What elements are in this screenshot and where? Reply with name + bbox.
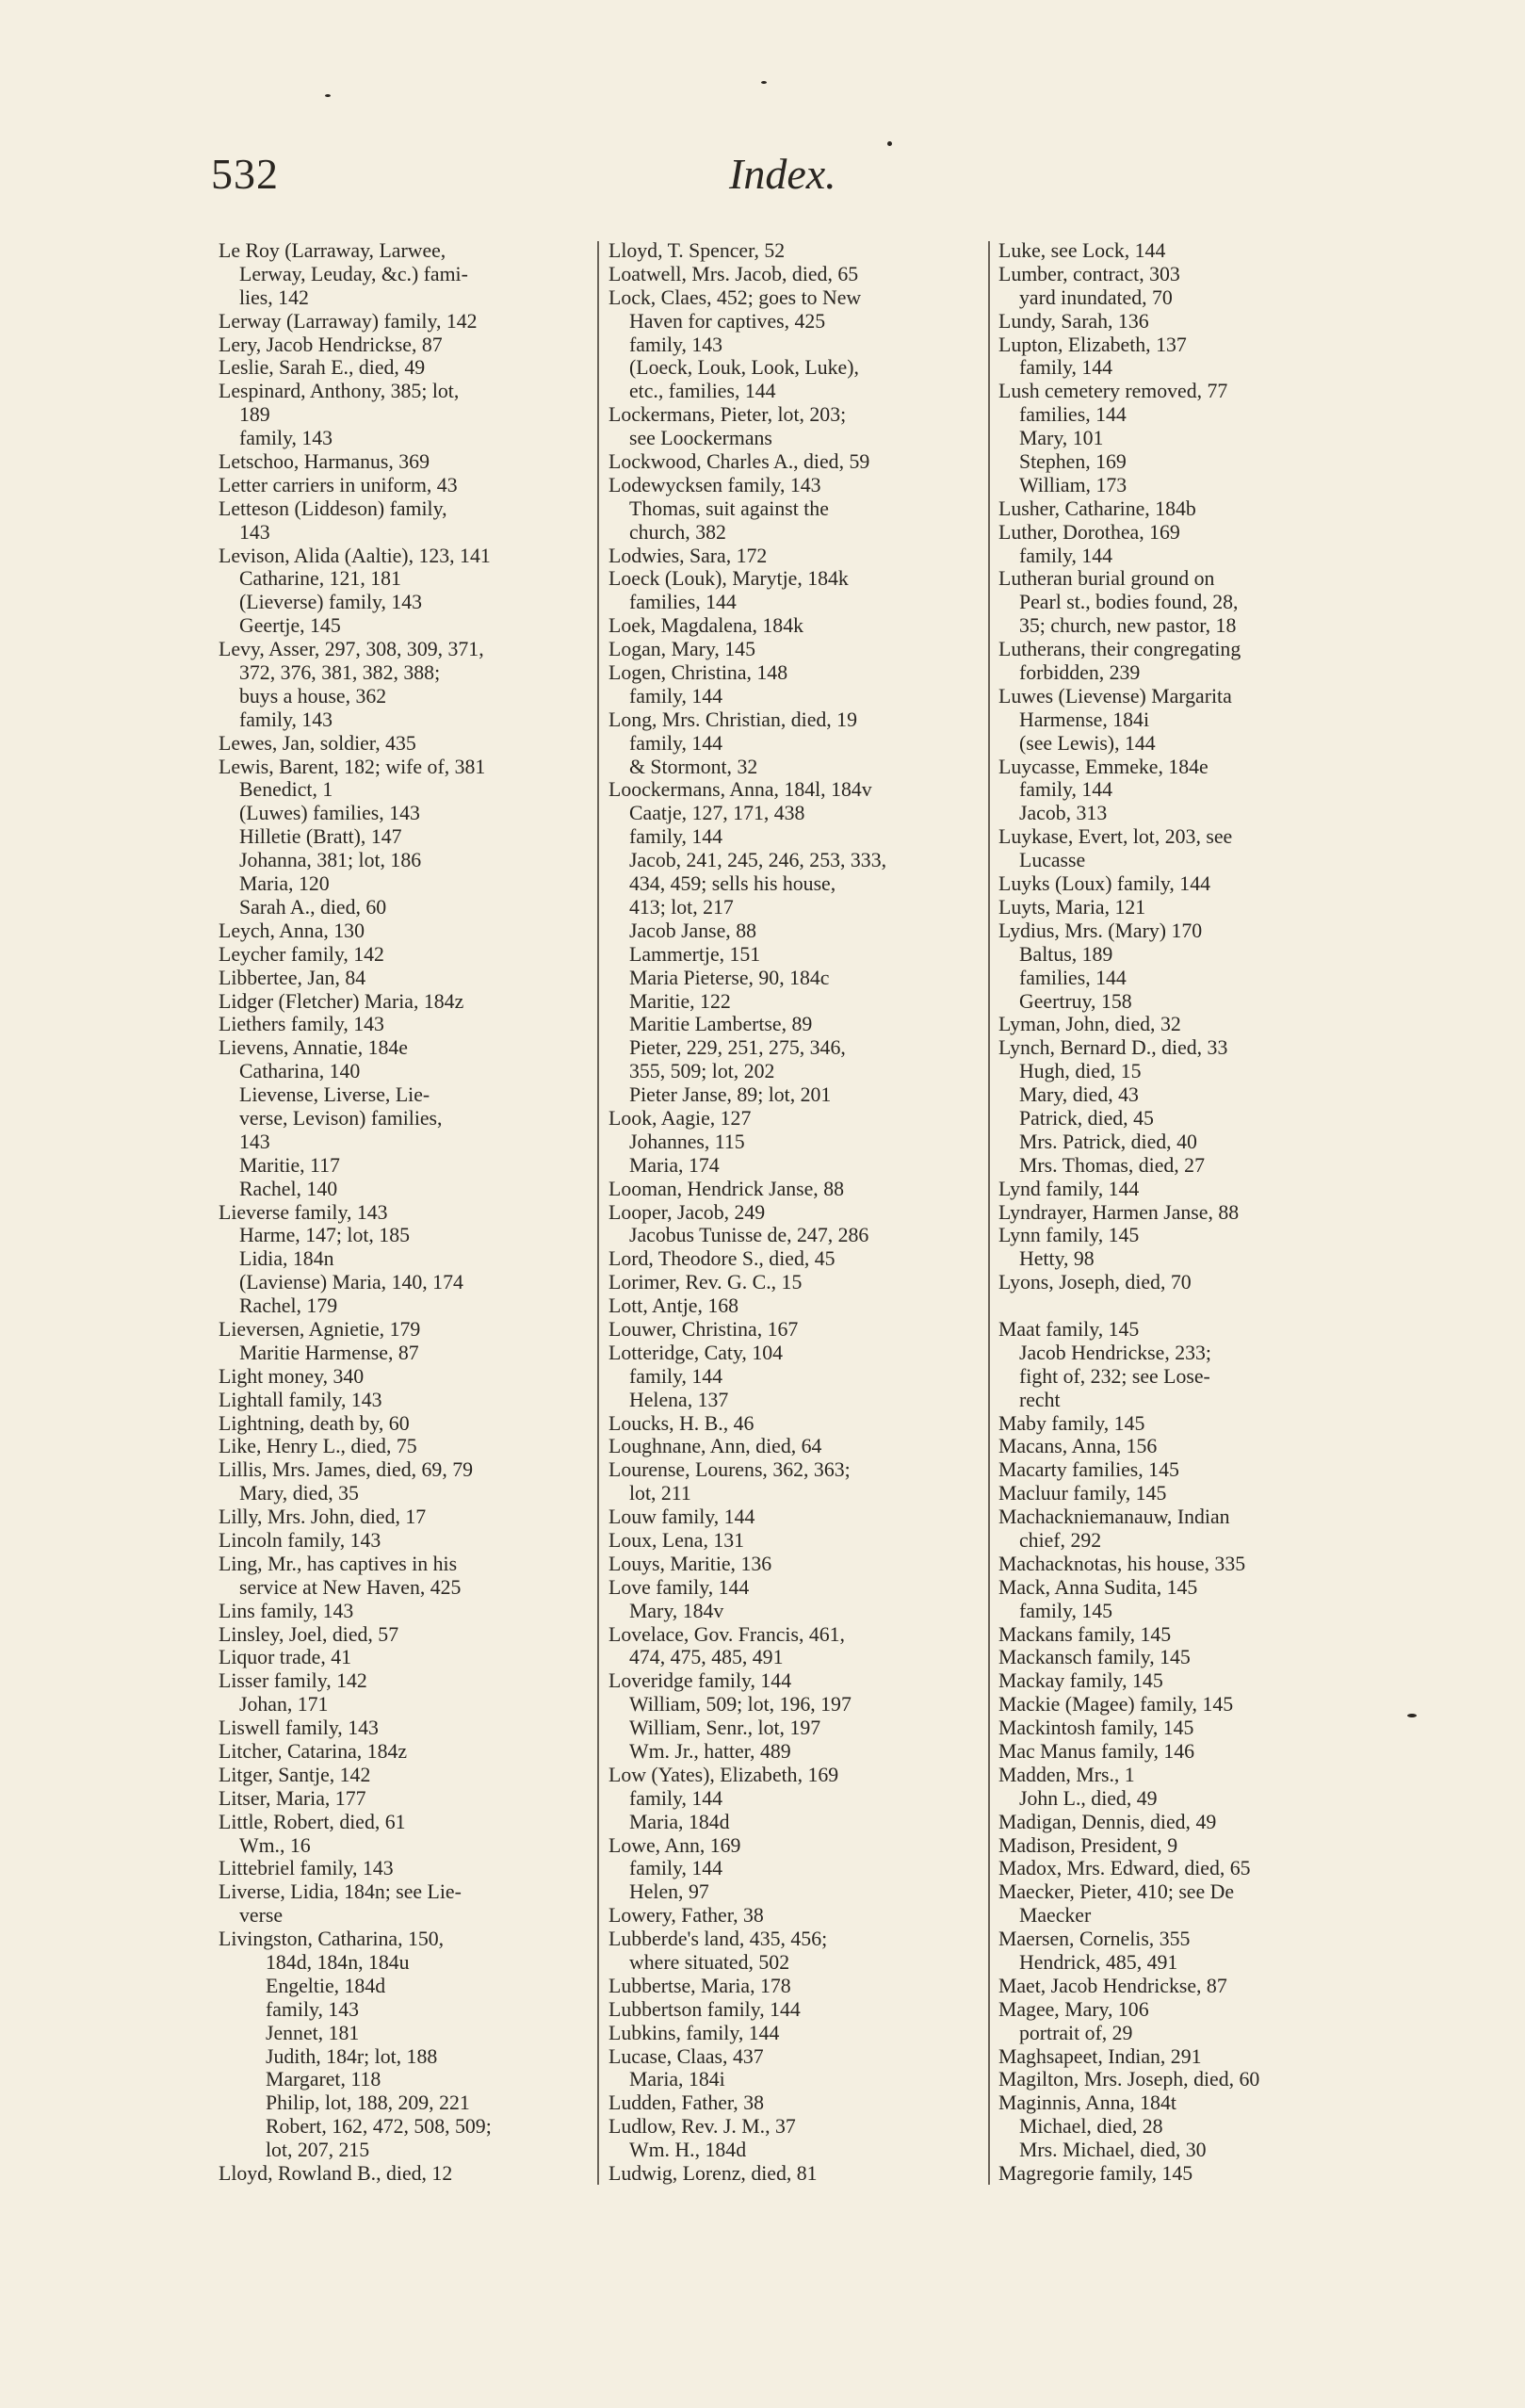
index-entry-line: Lightning, death by, 60 [219, 1411, 410, 1435]
index-entry-line: Hendrick, 485, 491 [1019, 1951, 1178, 1975]
index-entry-line: Lubberde's land, 435, 456; [608, 1928, 828, 1951]
index-entry-line: Lievense, Liverse, Lie- [239, 1083, 430, 1107]
index-entry-line: Lightall family, 143 [219, 1388, 382, 1411]
index-entry-line: Pieter Janse, 89; lot, 201 [629, 1083, 832, 1107]
index-entry-line: Louwer, Christina, 167 [608, 1317, 799, 1341]
index-entry-line: Leslie, Sarah E., died, 49 [219, 356, 426, 380]
index-entry-line: Mrs. Patrick, died, 40 [1019, 1130, 1197, 1153]
index-entry-line: Magee, Mary, 106 [998, 1997, 1149, 2021]
index-entry-line: (Laviense) Maria, 140, 174 [239, 1271, 463, 1294]
index-entry-line: 413; lot, 217 [629, 895, 734, 919]
index-entry-line: Lourense, Lourens, 362, 363; [608, 1458, 851, 1482]
print-speck [761, 81, 767, 84]
index-entry-line: Leych, Anna, 130 [219, 919, 365, 942]
index-entry-line: Mac Manus family, 146 [998, 1740, 1195, 1763]
index-entry-line: Letter carriers in uniform, 43 [219, 473, 458, 496]
index-entry-line: Lieverse family, 143 [219, 1200, 388, 1224]
index-entry-line: Like, Henry L., died, 75 [219, 1435, 417, 1458]
index-entry-line: Mackans family, 145 [998, 1622, 1172, 1646]
index-entry-line: Lloyd, T. Spencer, 52 [608, 239, 786, 262]
index-entry-line: Lewis, Barent, 182; wife of, 381 [219, 755, 486, 778]
index-entry-line: Hugh, died, 15 [1019, 1060, 1142, 1083]
index-entry-line: Litcher, Catarina, 184z [219, 1740, 408, 1763]
index-entry-line: Jacob, 313 [1019, 802, 1108, 825]
index-entry-line: Magilton, Mrs. Joseph, died, 60 [998, 2068, 1260, 2091]
index-entry-line: Mrs. Thomas, died, 27 [1019, 1153, 1205, 1177]
index-entry-line: Lincoln family, 143 [219, 1528, 381, 1552]
index-entry-line: Maritie Harmense, 87 [239, 1341, 419, 1364]
index-entry-line: forbidden, 239 [1019, 661, 1141, 685]
index-entry-line: Rachel, 140 [239, 1177, 338, 1200]
index-entry-line: Lisser family, 142 [219, 1669, 367, 1693]
index-entry-line: Liswell family, 143 [219, 1717, 379, 1740]
index-entry-line: Long, Mrs. Christian, died, 19 [608, 708, 857, 731]
page-number: 532 [211, 150, 279, 198]
index-entry-line: Mackay family, 145 [998, 1669, 1163, 1693]
index-entry-line: Mary, died, 43 [1019, 1083, 1139, 1107]
index-entry-line: Jacobus Tunisse de, 247, 286 [629, 1224, 869, 1247]
page-title: Index. [729, 150, 836, 198]
index-entry-line: Johan, 171 [239, 1693, 329, 1717]
index-entry-line: Maecker [1019, 1904, 1092, 1928]
index-entry-line: Look, Aagie, 127 [608, 1106, 752, 1130]
index-entry-line: Robert, 162, 472, 508, 509; [266, 2115, 492, 2139]
index-entry-line: recht [1019, 1388, 1061, 1411]
index-entry-line: Libbertee, Jan, 84 [219, 966, 366, 989]
index-entry-line: (Luwes) families, 143 [239, 802, 420, 825]
index-column-1 [219, 239, 588, 2186]
index-entry-line: Baltus, 189 [1019, 942, 1113, 966]
index-entry-line: Judith, 184r; lot, 188 [266, 2044, 438, 2068]
index-entry-line: Low (Yates), Elizabeth, 169 [608, 1763, 839, 1786]
index-entry-line: Linsley, Joel, died, 57 [219, 1622, 399, 1646]
index-entry-line: Lovelace, Gov. Francis, 461, [608, 1622, 845, 1646]
index-entry-line: Liverse, Lidia, 184n; see Lie- [219, 1880, 462, 1904]
index-entry-line: where situated, 502 [629, 1951, 790, 1975]
index-entry-line: Madison, President, 9 [998, 1833, 1178, 1857]
index-entry-line: Lodewycksen family, 143 [608, 473, 821, 496]
index-entry-line: Harmense, 184i [1019, 708, 1150, 731]
index-entry-line: lot, 211 [629, 1482, 691, 1505]
index-column-3 [998, 239, 1368, 2186]
index-entry-line: portrait of, 29 [1019, 2021, 1133, 2044]
index-entry-line: Mary, 101 [1019, 427, 1104, 450]
index-entry-line: Madigan, Dennis, died, 49 [998, 1810, 1217, 1833]
index-entry-line: Lidger (Fletcher) Maria, 184z [219, 989, 464, 1013]
index-entry-line: Johannes, 115 [629, 1130, 745, 1153]
index-entry-line: Lotteridge, Caty, 104 [608, 1341, 784, 1364]
index-entry-line: Maria, 184i [629, 2068, 725, 2091]
index-entry-line: Lilly, Mrs. John, died, 17 [219, 1505, 427, 1529]
index-entry-line: verse, Levison) families, [239, 1106, 443, 1130]
index-entry-line: Lespinard, Anthony, 385; lot, [219, 380, 460, 403]
index-entry-line: 143 [239, 1130, 270, 1153]
index-entry-line: Lieversen, Agnietie, 179 [219, 1317, 421, 1341]
index-entry-line: Lloyd, Rowland B., died, 12 [219, 2162, 453, 2186]
index-entry-line: Loek, Magdalena, 184k [608, 614, 804, 638]
index-entry-line: Lyons, Joseph, died, 70 [998, 1271, 1192, 1294]
index-entry-line: Lockwood, Charles A., died, 59 [608, 450, 870, 474]
index-entry-line: Lins family, 143 [219, 1599, 354, 1622]
index-entry-line: Madox, Mrs. Edward, died, 65 [998, 1857, 1251, 1880]
index-entry-line: Mackintosh family, 145 [998, 1717, 1194, 1740]
index-entry-line: Lupton, Elizabeth, 137 [998, 333, 1187, 356]
index-entry-line: Jacob Janse, 88 [629, 919, 756, 942]
index-entry-line: Maby family, 145 [998, 1411, 1145, 1435]
index-entry-line: Louys, Maritie, 136 [608, 1552, 772, 1575]
index-entry-line: chief, 292 [1019, 1528, 1102, 1552]
index-entry-line: Machacknotas, his house, 335 [998, 1552, 1246, 1575]
index-entry-line: Lutheran burial ground on [998, 567, 1215, 591]
index-entry-line: Maria, 174 [629, 1153, 720, 1177]
index-entry-line: Patrick, died, 45 [1019, 1106, 1154, 1130]
index-entry-line: Lydius, Mrs. (Mary) 170 [998, 919, 1203, 942]
print-speck [887, 141, 892, 146]
index-entry-line: Maria, 120 [239, 872, 330, 896]
index-entry-line: service at New Haven, 425 [239, 1575, 462, 1599]
index-entry-line: family, 144 [629, 1364, 723, 1388]
print-speck [325, 94, 331, 97]
index-entry-line: Johanna, 381; lot, 186 [239, 849, 422, 872]
index-entry-line: Loeck (Louk), Marytje, 184k [608, 567, 849, 591]
index-entry-line: fight of, 232; see Lose- [1019, 1364, 1210, 1388]
index-entry-line: Wm., 16 [239, 1833, 311, 1857]
index-entry-line: Maritie, 117 [239, 1153, 340, 1177]
index-entry-line: Lery, Jacob Hendrickse, 87 [219, 333, 443, 356]
index-entry-line: verse [239, 1904, 283, 1928]
index-entry-line: Lord, Theodore S., died, 45 [608, 1247, 836, 1271]
index-entry-line: (Lieverse) family, 143 [239, 591, 423, 614]
index-entry-line: Letschoo, Harmanus, 369 [219, 450, 430, 474]
index-entry-line: Littebriel family, 143 [219, 1857, 394, 1880]
index-entry-line: John L., died, 49 [1019, 1786, 1158, 1810]
index-entry-line: 143 [239, 520, 270, 544]
index-entry-line: (Loeck, Louk, Look, Luke), [629, 356, 859, 380]
index-entry-line: family, 144 [1019, 544, 1113, 567]
index-entry-line: Lewes, Jan, soldier, 435 [219, 731, 416, 755]
index-entry-line: Lorimer, Rev. G. C., 15 [608, 1271, 803, 1294]
index-entry-line: Lynd family, 144 [998, 1177, 1140, 1200]
index-entry-line: Luycasse, Emmeke, 184e [998, 755, 1209, 778]
index-entry-line: William, 173 [1019, 473, 1128, 496]
index-entry-line: Louw family, 144 [608, 1505, 755, 1529]
index-entry-line: Loatwell, Mrs. Jacob, died, 65 [608, 262, 859, 285]
index-entry-line: 184d, 184n, 184u [266, 1951, 410, 1975]
index-entry-line: Lyman, John, died, 32 [998, 1013, 1181, 1036]
index-entry-line: Maria, 184d [629, 1810, 730, 1833]
index-entry-line: Mary, died, 35 [239, 1482, 359, 1505]
index-entry-line: Lyndrayer, Harmen Janse, 88 [998, 1200, 1240, 1224]
index-entry-line: Maecker, Pieter, 410; see De [998, 1880, 1235, 1904]
index-entry-line: family, 144 [1019, 356, 1113, 380]
index-entry-line: Pearl st., bodies found, 28, [1019, 591, 1239, 614]
index-entry-line: Levison, Alida (Aaltie), 123, 141 [219, 544, 491, 567]
index-entry-line: etc., families, 144 [629, 380, 776, 403]
index-entry-line: Luykase, Evert, lot, 203, see [998, 825, 1233, 849]
index-entry-line: Mackansch family, 145 [998, 1646, 1191, 1669]
index-entry-line: Stephen, 169 [1019, 450, 1127, 474]
index-entry-line: Luther, Dorothea, 169 [998, 520, 1180, 544]
index-entry-line: families, 144 [629, 591, 737, 614]
index-entry-line: Philip, lot, 188, 209, 221 [266, 2091, 470, 2115]
index-entry-line: Lidia, 184n [239, 1247, 334, 1271]
index-entry-line: Loockermans, Anna, 184l, 184v [608, 778, 872, 802]
index-entry-line: Engeltie, 184d [266, 1974, 386, 1997]
column-divider-1 [597, 241, 599, 2185]
index-entry-line: Liquor trade, 41 [219, 1646, 352, 1669]
index-entry-line: church, 382 [629, 520, 726, 544]
index-entry-line: family, 145 [1019, 1599, 1113, 1622]
index-entry-line: Caatje, 127, 171, 438 [629, 802, 805, 825]
index-entry-line: (see Lewis), 144 [1019, 731, 1156, 755]
index-entry-line: families, 144 [1019, 966, 1127, 989]
index-entry-line: Loux, Lena, 131 [608, 1528, 745, 1552]
index-entry-line: family, 144 [629, 825, 723, 849]
index-entry-line: Logan, Mary, 145 [608, 638, 755, 661]
index-entry-line: Loucks, H. B., 46 [608, 1411, 754, 1435]
index-entry-line: Loveridge family, 144 [608, 1669, 792, 1693]
index-entry-line: Lodwies, Sara, 172 [608, 544, 768, 567]
index-entry-line: Ludlow, Rev. J. M., 37 [608, 2115, 796, 2139]
index-entry-line: Looper, Jacob, 249 [608, 1200, 766, 1224]
index-entry-line: family, 143 [266, 1997, 360, 2021]
index-entry-line: Lucase, Claas, 437 [608, 2044, 764, 2068]
index-entry-line: Pieter, 229, 251, 275, 346, [629, 1036, 846, 1060]
index-entry-line: & Stormont, 32 [629, 755, 758, 778]
index-entry-line: Jacob Hendrickse, 233; [1019, 1341, 1211, 1364]
index-entry-line: Mack, Anna Sudita, 145 [998, 1575, 1198, 1599]
index-entry-line: Harme, 147; lot, 185 [239, 1224, 411, 1247]
index-entry-line: Ludden, Father, 38 [608, 2091, 764, 2115]
index-entry-line: William, Senr., lot, 197 [629, 1717, 821, 1740]
index-entry-line: Loughnane, Ann, died, 64 [608, 1435, 822, 1458]
index-entry-line: family, 144 [629, 1786, 723, 1810]
index-entry-line: Macans, Anna, 156 [998, 1435, 1158, 1458]
index-entry-line: Hetty, 98 [1019, 1247, 1095, 1271]
index-entry-line: Rachel, 179 [239, 1294, 338, 1318]
index-entry-line: Mary, 184v [629, 1599, 724, 1622]
index-entry-line: Ludwig, Lorenz, died, 81 [608, 2162, 818, 2186]
index-entry-line: Levy, Asser, 297, 308, 309, 371, [219, 638, 484, 661]
index-entry-line: 189 [239, 403, 270, 427]
index-entry-line: Lumber, contract, 303 [998, 262, 1180, 285]
index-entry-line: Catharine, 121, 181 [239, 567, 401, 591]
index-entry-line: Maria Pieterse, 90, 184c [629, 966, 830, 989]
index-entry-line: family, 143 [239, 708, 333, 731]
index-entry-line: 474, 475, 485, 491 [629, 1646, 784, 1669]
index-entry-line: Lucasse [1019, 849, 1086, 872]
index-entry-line: Margaret, 118 [266, 2068, 381, 2091]
index-entry-line: Letteson (Liddeson) family, [219, 496, 447, 520]
index-entry-line: Light money, 340 [219, 1364, 365, 1388]
index-entry-line: Maritie Lambertse, 89 [629, 1013, 813, 1036]
index-entry-line: 372, 376, 381, 382, 388; [239, 661, 441, 685]
index-entry-line: Lubkins, family, 144 [608, 2021, 780, 2044]
index-entry-line: lies, 142 [239, 285, 309, 309]
index-entry-line: Liethers family, 143 [219, 1013, 384, 1036]
index-entry-line: Maat family, 145 [998, 1317, 1140, 1341]
column-divider-2 [988, 241, 990, 2185]
index-entry-line: Lush cemetery removed, 77 [998, 380, 1228, 403]
index-entry-line: Lundy, Sarah, 136 [998, 309, 1149, 333]
index-entry-line: Lammertje, 151 [629, 942, 761, 966]
index-entry-line: Maersen, Cornelis, 355 [998, 1928, 1191, 1951]
index-entry-line: William, 509; lot, 196, 197 [629, 1693, 852, 1717]
index-entry-line: Jacob, 241, 245, 246, 253, 333, [629, 849, 887, 872]
index-entry-line: Lerway (Larraway) family, 142 [219, 309, 478, 333]
index-entry-line: Luyts, Maria, 121 [998, 895, 1146, 919]
index-entry-line: Livingston, Catharina, 150, [219, 1928, 445, 1951]
index-entry-line: Leycher family, 142 [219, 942, 384, 966]
index-entry-line: Luyks (Loux) family, 144 [998, 872, 1210, 896]
index-entry-line: Sarah A., died, 60 [239, 895, 387, 919]
index-entry-line: Lowery, Father, 38 [608, 1904, 764, 1928]
index-entry-line: Helena, 137 [629, 1388, 729, 1411]
index-entry-line: family, 144 [629, 731, 723, 755]
index-entry-line: Haven for captives, 425 [629, 309, 826, 333]
index-entry-line: Litger, Santje, 142 [219, 1763, 371, 1786]
index-entry-line: family, 143 [239, 427, 333, 450]
section-gap [998, 1294, 1368, 1318]
index-entry-line: family, 143 [629, 333, 723, 356]
index-entry-line: Geertje, 145 [239, 614, 341, 638]
index-entry-line: Lubbertson family, 144 [608, 1997, 801, 2021]
index-entry-line: Love family, 144 [608, 1575, 750, 1599]
index-entry-line: Jennet, 181 [266, 2021, 360, 2044]
index-entry-line: Luwes (Lievense) Margarita [998, 684, 1232, 708]
index-entry-line: Mackie (Magee) family, 145 [998, 1693, 1234, 1717]
index-entry-line: Maginnis, Anna, 184t [998, 2091, 1176, 2115]
index-entry-line: Macluur family, 145 [998, 1482, 1167, 1505]
index-entry-line: family, 144 [1019, 778, 1113, 802]
index-entry-line: Machackniemanauw, Indian [998, 1505, 1230, 1529]
index-entry-line: Wm. Jr., hatter, 489 [629, 1740, 791, 1763]
index-entry-line: family, 144 [629, 684, 723, 708]
index-entry-line: Lockermans, Pieter, lot, 203; [608, 403, 847, 427]
index-entry-line: Michael, died, 28 [1019, 2115, 1163, 2139]
index-entry-line: Geertruy, 158 [1019, 989, 1132, 1013]
index-entry-line: Magregorie family, 145 [998, 2162, 1193, 2186]
index-entry-line: Lubbertse, Maria, 178 [608, 1974, 791, 1997]
index-entry-line: buys a house, 362 [239, 684, 387, 708]
index-entry-line: Benedict, 1 [239, 778, 333, 802]
index-entry-line: Wm. H., 184d [629, 2139, 747, 2162]
index-entry-line: Le Roy (Larraway, Larwee, [219, 239, 446, 262]
index-entry-line: Ling, Mr., has captives in his [219, 1552, 458, 1575]
index-entry-line: family, 144 [629, 1857, 723, 1880]
print-speck [1407, 1714, 1417, 1717]
index-entry-line: Logen, Christina, 148 [608, 661, 788, 685]
index-entry-line: Mrs. Michael, died, 30 [1019, 2139, 1207, 2162]
index-entry-line: lot, 207, 215 [266, 2139, 370, 2162]
index-entry-line: Catharina, 140 [239, 1060, 361, 1083]
index-entry-line: Little, Robert, died, 61 [219, 1810, 406, 1833]
index-entry-line: Lillis, Mrs. James, died, 69, 79 [219, 1458, 474, 1482]
index-entry-line: 434, 459; sells his house, [629, 872, 836, 896]
index-entry-line: families, 144 [1019, 403, 1127, 427]
index-entry-line: Lott, Antje, 168 [608, 1294, 739, 1318]
index-entry-line: Lutherans, their congregating [998, 638, 1241, 661]
index-entry-line: Maritie, 122 [629, 989, 731, 1013]
index-entry-line: Helen, 97 [629, 1880, 709, 1904]
index-entry-line: Macarty families, 145 [998, 1458, 1179, 1482]
index-entry-line: Thomas, suit against the [629, 496, 829, 520]
index-entry-line: Litser, Maria, 177 [219, 1786, 366, 1810]
index-entry-line: Maghsapeet, Indian, 291 [998, 2044, 1202, 2068]
index-entry-line: Lowe, Ann, 169 [608, 1833, 741, 1857]
index-entry-line: Looman, Hendrick Janse, 88 [608, 1177, 844, 1200]
index-entry-line: Hilletie (Bratt), 147 [239, 825, 402, 849]
index-entry-line: Luke, see Lock, 144 [998, 239, 1166, 262]
index-entry-line: Lynch, Bernard D., died, 33 [998, 1036, 1228, 1060]
index-entry-line: Lievens, Annatie, 184e [219, 1036, 408, 1060]
index-entry-line: Lusher, Catharine, 184b [998, 496, 1196, 520]
index-entry-line: Maet, Jacob Hendrickse, 87 [998, 1974, 1227, 1997]
index-entry-line: yard inundated, 70 [1019, 285, 1173, 309]
index-entry-line: 355, 509; lot, 202 [629, 1060, 775, 1083]
index-entry-line: Lock, Claes, 452; goes to New [608, 285, 862, 309]
index-entry-line: see Loockermans [629, 427, 772, 450]
index-entry-line: Madden, Mrs., 1 [998, 1763, 1135, 1786]
index-entry-line: Lynn family, 145 [998, 1224, 1140, 1247]
index-column-2 [608, 239, 978, 2186]
index-entry-line: 35; church, new pastor, 18 [1019, 614, 1237, 638]
index-entry-line: Lerway, Leuday, &c.) fami- [239, 262, 468, 285]
